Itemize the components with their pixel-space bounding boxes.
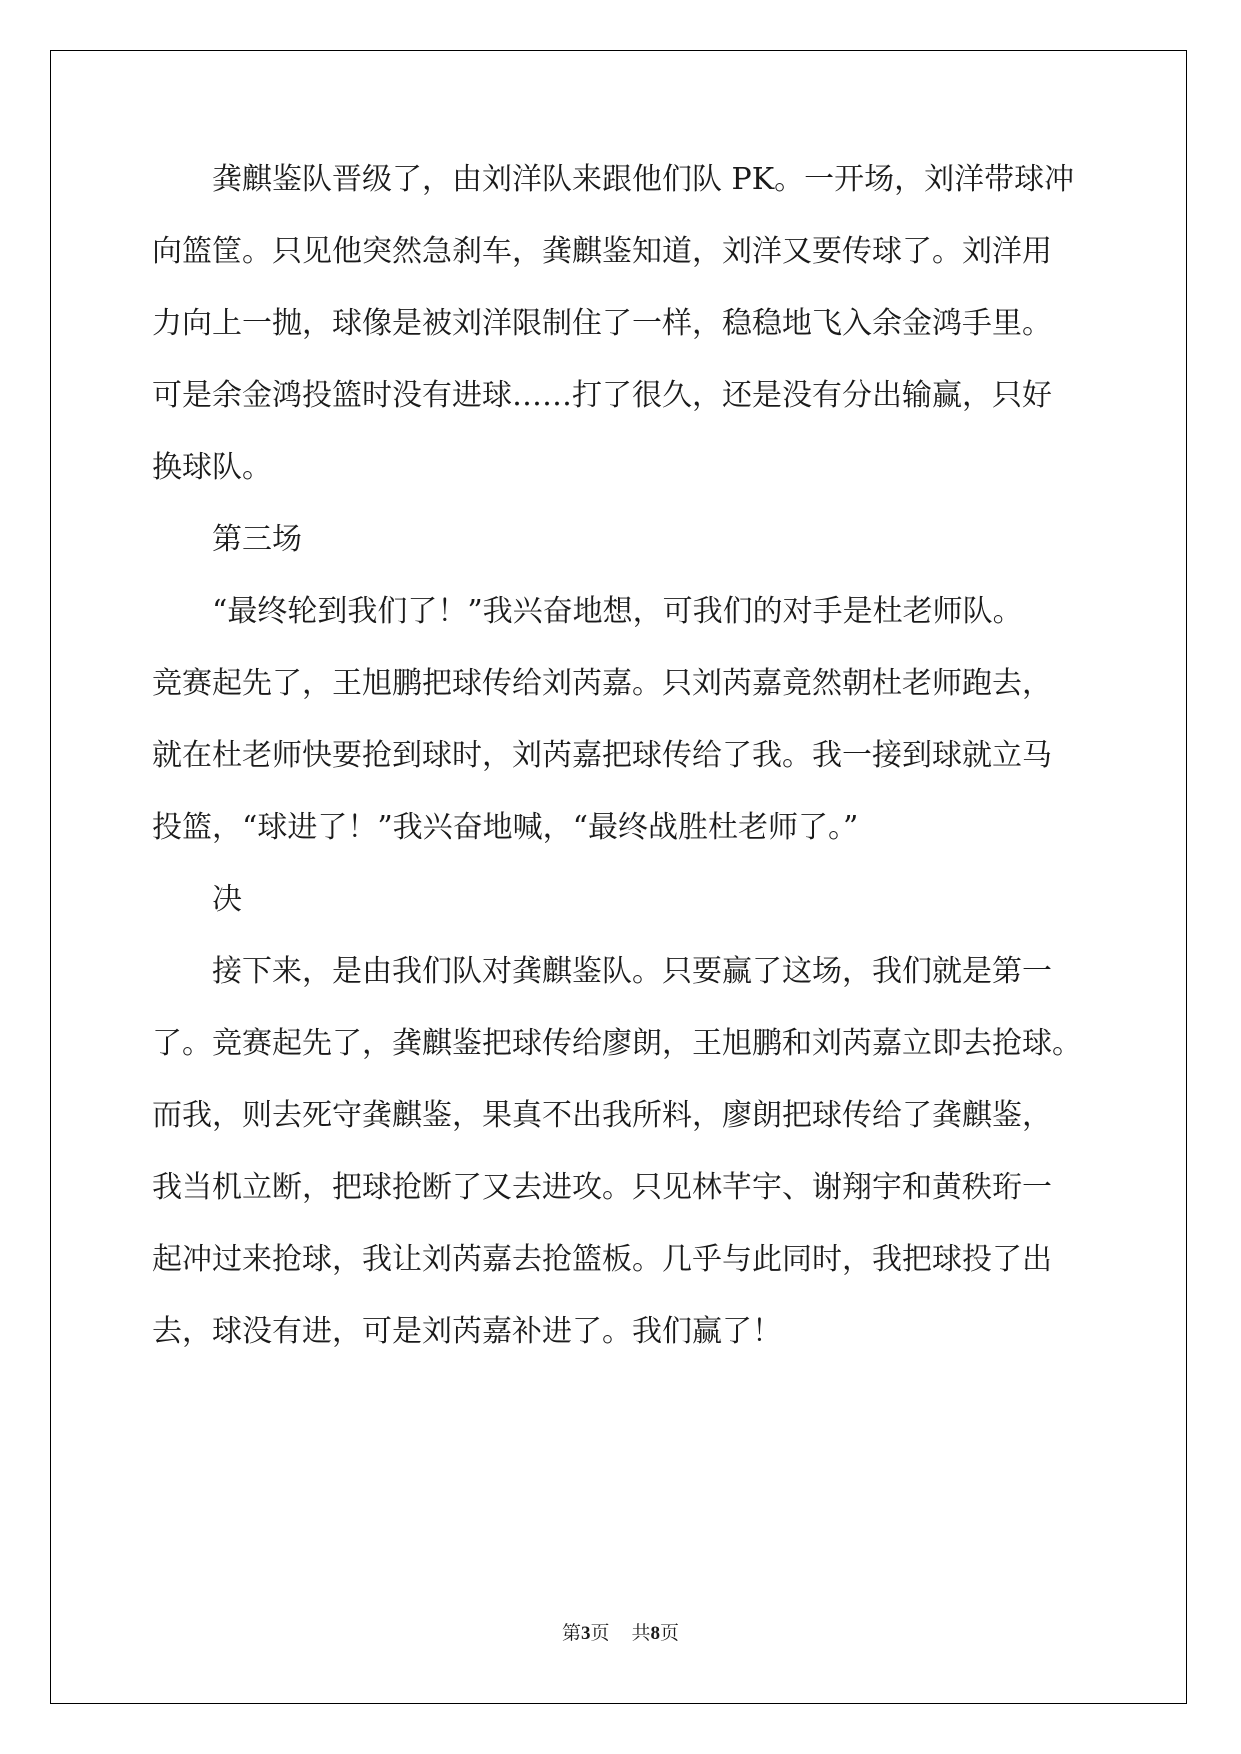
page-footer: [0, 1622, 1241, 1646]
text-line: 去，球没有进，可是刘芮嘉补进了。我们赢了！: [152, 1314, 782, 1349]
text-line: 我当机立断，把球抢断了又去进攻。只见林芊宇、谢翔宇和黄秩珩一: [152, 1170, 1052, 1205]
text-line: 投篮，“球进了！”我兴奋地喊，“最终战胜杜老师了。”: [152, 810, 859, 845]
text-line: 龚麒鉴队晋级了，由刘洋队来跟他们队 PK。一开场，刘洋带球冲: [212, 162, 1075, 197]
text-line: 就在杜老师快要抢到球时，刘芮嘉把球传给了我。我一接到球就立马: [152, 738, 1052, 773]
text-line: 向篮筐。只见他突然急刹车，龚麒鉴知道，刘洋又要传球了。刘洋用: [152, 234, 1052, 269]
text-line: 换球队。: [152, 450, 272, 485]
text-line: 可是余金鸿投篮时没有进球……打了很久，还是没有分出输赢，只好: [152, 378, 1052, 413]
text-line: 接下来，是由我们队对龚麒鉴队。只要赢了这场，我们就是第一: [212, 954, 1052, 989]
page-border: [50, 50, 1187, 1704]
text-line: 了。竞赛起先了，龚麒鉴把球传给廖朗，王旭鹏和刘芮嘉立即去抢球。: [152, 1026, 1082, 1061]
section-heading: 第三场: [212, 522, 302, 557]
page-suffix: 页: [590, 1623, 610, 1644]
text-line: 竞赛起先了，王旭鹏把球传给刘芮嘉。只刘芮嘉竟然朝杜老师跑去，: [152, 666, 1052, 701]
total-prefix: 共: [631, 1623, 651, 1644]
text-line: “最终轮到我们了！”我兴奋地想，可我们的对手是杜老师队。: [212, 594, 1023, 629]
section-heading: 决: [212, 882, 242, 917]
page-total: 8: [650, 1623, 661, 1644]
page-prefix: 第: [561, 1623, 581, 1644]
total-suffix: 页: [660, 1623, 680, 1644]
page-current: 3: [580, 1623, 591, 1644]
text-line: 而我，则去死守龚麒鉴，果真不出我所料，廖朗把球传给了龚麒鉴，: [152, 1098, 1052, 1133]
text-line: 起冲过来抢球，我让刘芮嘉去抢篮板。几乎与此同时，我把球投了出: [152, 1242, 1052, 1277]
text-line: 力向上一抛，球像是被刘洋限制住了一样，稳稳地飞入余金鸿手里。: [152, 306, 1052, 341]
